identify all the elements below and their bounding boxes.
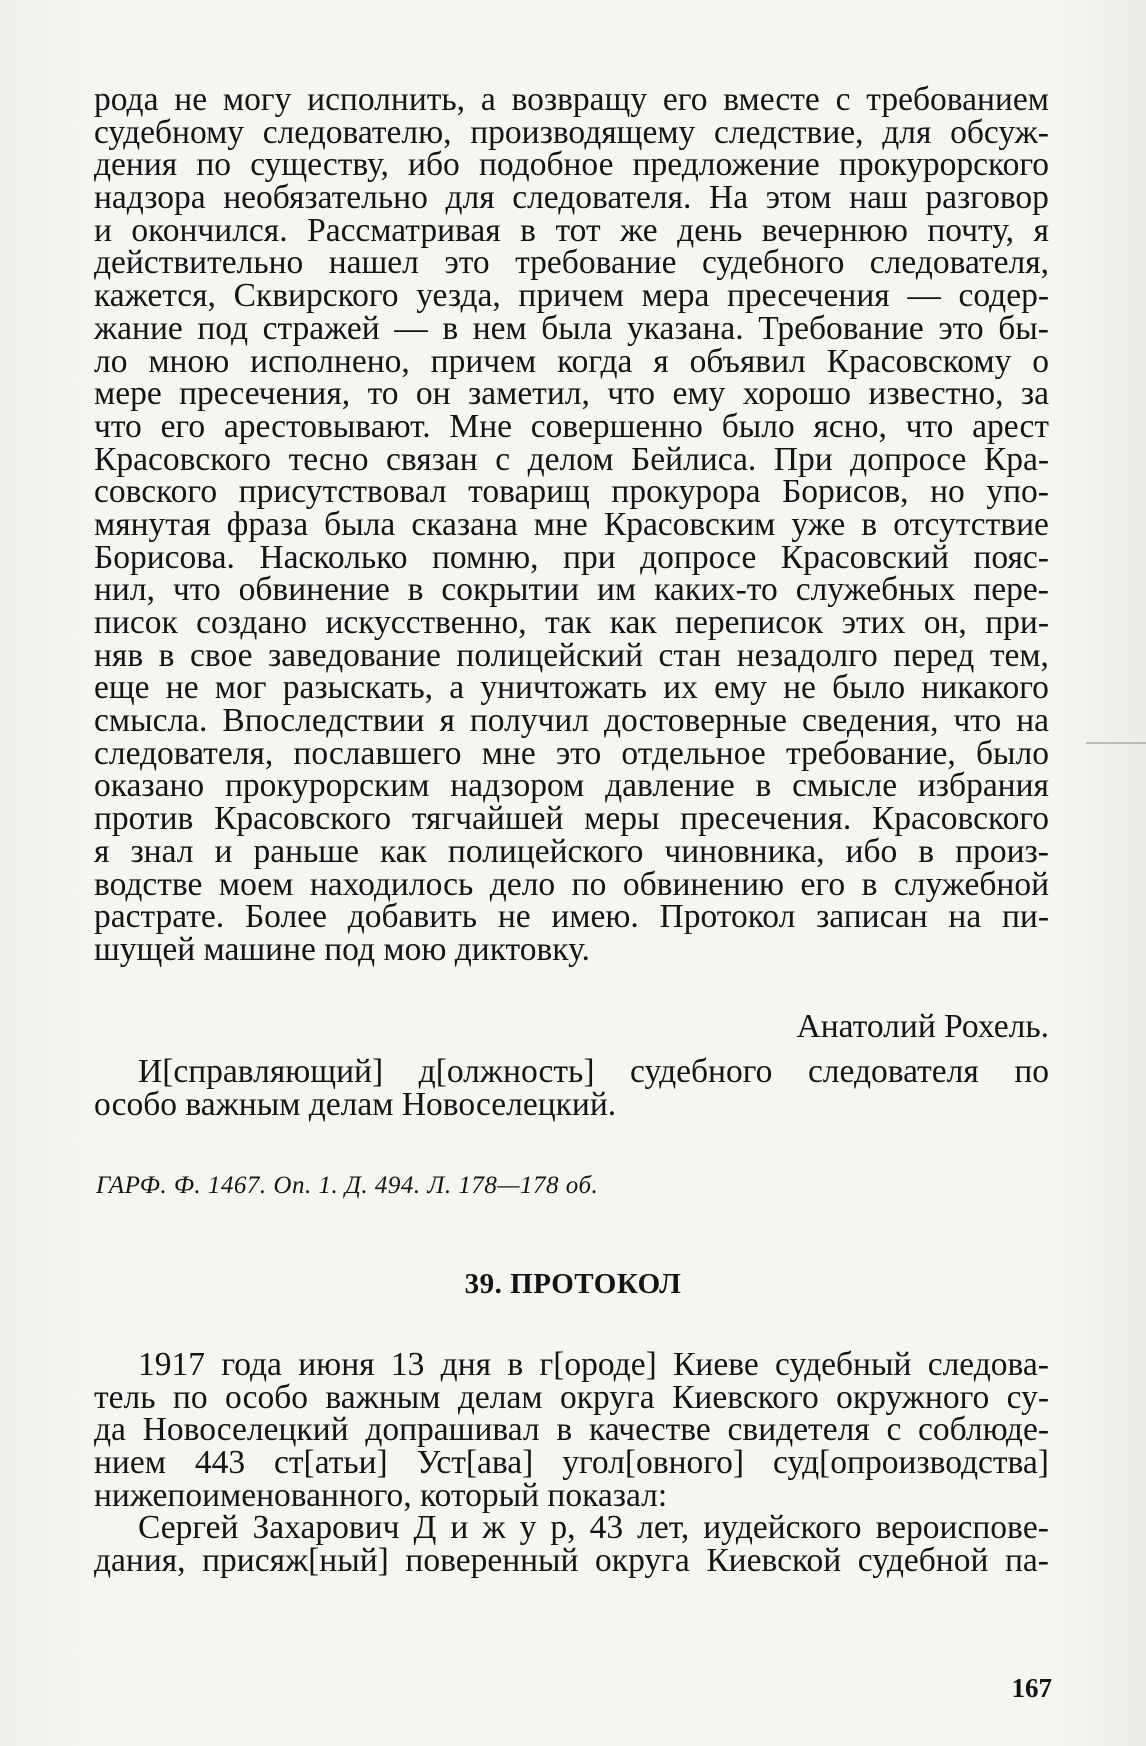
text-line: водстве моем находилось дело по обвинению его в служебной [94,865,1049,903]
text-line: что его арестовывают. Мне совершенно было ясно, что арест [94,407,1049,445]
archive-reference: ГАРФ. Ф. 1467. Оп. 1. Д. 494. Л. 178—178 об. [96,1172,599,1199]
paragraph-protocol-39 [94,1346,1049,1580]
text-line: шущей машине под мою диктовку. [94,930,590,968]
text-line: совского присутствовал товарищ прокурора Борисов, но упо- [94,473,1049,511]
text-line: тель по особо важным делам округа Киевского окружного су- [94,1378,1049,1416]
text-line: ло мною исполнено, причем когда я объявил Красовскому о [94,342,1049,380]
text-line: смысла. Впоследствии я получил достоверные сведения, что на [94,702,1049,740]
text-line: кажется, Сквирского уезда, причем мера пресечения — содер- [94,277,1049,315]
text-line: следователя, пославшего мне это отдельное требование, было [94,734,1049,772]
text-line: мянутая фраза была сказана мне Красовским уже в отсутствие [94,505,1049,543]
text-line: Борисова. Насколько помню, при допросе Красовский пояс- [94,538,1049,576]
text-line: мере пресечения, то он заметил, что ему хорошо известно, за [94,375,1049,413]
text-line: 1917 года июня 13 дня в г[ороде] Киеве судебный следова- [138,1346,1049,1383]
section-title: 39. ПРОТОКОЛ [464,1268,682,1300]
margin-mark [1086,742,1146,744]
text-line: действительно нашел это требование судебного следователя, [94,244,1049,282]
text-line: растрате. Более добавить не имею. Протокол записан на пи- [94,898,1049,936]
text-line: и окончился. Рассматривая в тот же день вечернюю почту, я [94,211,1049,249]
text-line: жание под стражей — в нем была указана. Требование это бы- [94,309,1049,347]
text-line: нил, что обвинение в сокрытии им каких-то служебных пере- [94,571,1049,609]
text-line: надзора необязательно для следователя. На этом наш разговор [94,179,1049,217]
text-line: няв в свое заведование полицейский стан незадолго перед тем, [94,636,1049,674]
text-line: дания, присяж[ный] поверенный округа Киевской судебной па- [94,1542,1049,1580]
text-line: дения по существу, ибо подобное предложение прокурорского [94,146,1049,184]
text-line: против Красовского тягчайшей меры пресечения. Красовского [94,800,1049,838]
text-line: я знал и раньше как полицейского чиновника, ибо в произ- [94,832,1049,870]
text-line: рода не могу исполнить, а возвращу его вместе с требованием [94,81,1049,118]
text-line: судебному следователю, производящему следствие, для обсуж- [94,113,1049,151]
text-line: Сергей Захарович Д и ж у р, 43 лет, иудейского вероисповe- [138,1509,1049,1547]
paragraph-investigator-signature [94,1053,1049,1123]
text-line: да Новоселецкий допрашивал в качестве свидетеля с соблюде- [94,1411,1049,1449]
text-line: еще не мог разыскать, а уничтожать их ему не было никакого [94,669,1049,707]
signature-line: Анатолий Рохель. [796,1008,1049,1045]
text-line: особо важным делам Новоселецкий. [94,1085,617,1123]
text-line: нижепоименованного, который показал: [94,1476,668,1514]
text-line: Красовского тесно связан с делом Бейлиса. При допросе Кра- [94,440,1049,478]
text-line: нием 443 ст[атьи] Уст[ава] угол[овного] суд[опроизводства] [94,1444,1049,1482]
text-line: оказано прокурорским надзором давление в смысле избрания [94,767,1049,805]
text-line: И[справляющий] д[олжность] судебного следователя по [138,1053,1049,1090]
text-line: писок создано искусственно, так как переписок этих он, при- [94,604,1049,641]
page-number: 167 [1011,1673,1052,1703]
paragraph-testimony-end [94,81,1049,968]
